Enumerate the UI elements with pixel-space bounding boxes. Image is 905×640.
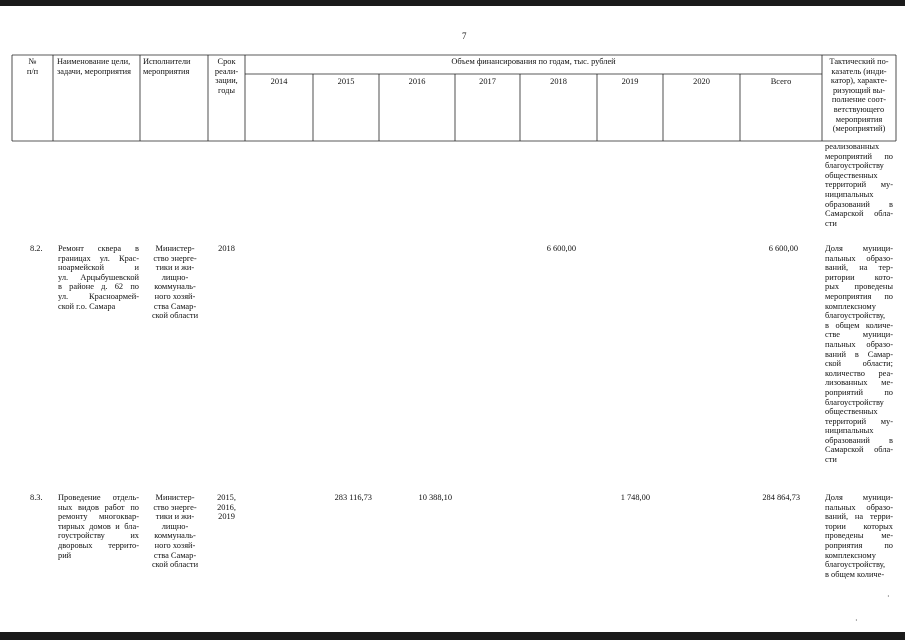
row-name-line: Проведение отдель-: [58, 493, 139, 502]
row-indicator-line: Доля муници-: [825, 493, 893, 502]
row-indicator-line: ваний в Самар-: [825, 349, 893, 359]
row-8-2-value-2018: 6 600,00: [546, 244, 576, 253]
page-number: 7: [462, 31, 467, 41]
row-executor-line: ного хозяй-: [154, 291, 196, 301]
indicator-continuation-line: благоустройству: [825, 161, 884, 171]
row-indicator-line: ской области;: [825, 359, 893, 369]
row-executor-line: ства Самар-: [153, 301, 197, 311]
row-8-2-name: [58, 244, 139, 311]
header-year-2016: 2016: [408, 77, 426, 86]
row-8-3-value-2016: 10 388,10: [418, 493, 452, 502]
header-name: Наименование цели, задачи, мероприятия: [57, 57, 131, 76]
row-8-3-executor: [143, 493, 207, 570]
row-indicator-line: ниципальных: [825, 426, 874, 436]
row-name-line: ноармейской и: [58, 263, 139, 273]
row-indicator-line: сти: [825, 455, 837, 465]
row-indicator-line: роприятия по: [825, 540, 893, 550]
row-executor-line: ного хозяй-: [154, 540, 196, 550]
indicator-continuation-line: реализованных: [825, 142, 880, 151]
row-indicator-line: ваний, на тер-: [825, 263, 893, 273]
row-name-line: рий: [58, 550, 72, 560]
row-executor-line: коммуналь-: [154, 531, 196, 541]
row-8-2-value-total: 6 600,00: [768, 244, 798, 253]
row-term-line: 2016,: [217, 502, 236, 512]
indicator-continuation-line: ниципальных: [825, 189, 874, 199]
scan-top-edge: [0, 0, 905, 6]
scan-speck: ·: [855, 616, 858, 625]
row-executor-line: ской области: [151, 311, 199, 321]
row-term-line: 2015,: [217, 493, 236, 502]
row-executor-line: ство энерге-: [153, 502, 197, 512]
indicator-continuation-line: мероприятий по: [825, 151, 893, 161]
header-year-2020: 2020: [693, 77, 710, 86]
row-indicator-line: роприятий по: [825, 387, 893, 397]
scan-bottom-edge: [0, 632, 905, 640]
header-year-2017: 2017: [479, 77, 496, 86]
row-name-line: тирных домов и бла-: [58, 521, 139, 531]
row-executor-line: ства Самар-: [153, 550, 197, 560]
row-name-line: ул. Красноармей-: [58, 291, 139, 301]
row-name-line: ул. Арцыбушевской: [58, 272, 139, 282]
row-indicator-line: образований в: [825, 435, 893, 445]
row-indicator-line: пальных образо-: [825, 253, 893, 263]
row-8-3-value-total: 284 864,73: [762, 493, 800, 502]
row-name-line: границах ул. Крас-: [58, 253, 139, 263]
header-term: Срок реали- зации, годы: [214, 57, 239, 95]
row-indicator-line: количество реа-: [825, 368, 893, 378]
row-name-line: гоустройству их: [58, 531, 139, 541]
row-8-3-value-2015: 283 116,73: [334, 493, 372, 502]
row-8-3-name: [58, 493, 139, 560]
row-executor-line: коммуналь-: [154, 282, 196, 292]
row-name-line: ных видов работ по: [58, 502, 139, 512]
row-indicator-line: Доля муници-: [825, 244, 893, 253]
row-executor-line: лищно-: [161, 272, 189, 282]
row-8-3-indicator: [825, 493, 893, 579]
row-indicator-line: территорий му-: [825, 416, 893, 426]
row-indicator-line: мероприятия по: [825, 291, 893, 301]
row-term-line: 2019: [218, 512, 235, 522]
row-8-2-indicator: [825, 244, 893, 465]
row-executor-line: ской области: [151, 560, 199, 570]
row-indicator-line: благоустройству: [825, 397, 884, 407]
row-executor-line: лищно-: [161, 521, 189, 531]
row-indicator-line: пальных образо-: [825, 502, 893, 512]
row-executor-line: Министер-: [155, 244, 195, 253]
row-indicator-line: благоустройству,: [825, 560, 886, 570]
row-8-2-term: [210, 244, 243, 254]
indicator-continuation-line: общественных: [825, 170, 878, 180]
row-indicator-line: лизованных ме-: [825, 378, 893, 388]
row-executor-line: тики и жи-: [155, 512, 195, 522]
header-total: Всего: [770, 77, 792, 86]
row-8-3-value-2019: 1 748,00: [620, 493, 650, 502]
row-term-line: 2018: [218, 244, 235, 253]
row-8-2-num: 8.2.: [30, 244, 43, 253]
row-8-2-executor: [143, 244, 207, 321]
row-indicator-line: благоустройству,: [825, 311, 886, 321]
row-name-line: в районе д. 62 по: [58, 282, 139, 292]
row-indicator-line: комплексному: [825, 550, 876, 560]
header-funding-title: Объем финансирования по годам, тыс. рублей: [451, 57, 616, 66]
row-indicator-line: стве муници-: [825, 330, 893, 340]
row-executor-line: Министер-: [155, 493, 195, 502]
row-indicator-line: общественных: [825, 407, 878, 417]
row-indicator-line: рых проведены: [825, 282, 893, 292]
header-year-2019: 2019: [621, 77, 639, 86]
indicator-continuation: [825, 142, 893, 228]
row-executor-line: тики и жи-: [155, 263, 195, 273]
header-executor: Исполнители мероприятия: [143, 57, 191, 76]
row-name-line: ремонту многоквар-: [58, 512, 139, 522]
row-name-line: дворовых террито-: [58, 540, 139, 550]
row-indicator-line: Самарской обла-: [825, 445, 893, 455]
row-8-3-num: 8.3.: [30, 493, 43, 502]
row-8-3-term: [210, 493, 243, 522]
row-indicator-line: в общем количе-: [825, 569, 885, 579]
row-indicator-line: ритории кото-: [825, 272, 893, 282]
header-year-2018: 2018: [550, 77, 567, 86]
row-indicator-line: пальных образо-: [825, 339, 893, 349]
indicator-continuation-line: образований в: [825, 199, 893, 209]
indicator-continuation-line: Самарской обла-: [825, 209, 893, 219]
row-executor-line: ство энерге-: [153, 253, 197, 263]
row-name-line: Ремонт сквера в: [58, 244, 139, 253]
row-indicator-line: ваний, на терри-: [825, 512, 893, 522]
header-indicator: Тактический по- казатель (инди- катор), характе- ризующий вы- полнение соот- ветствующего мероприятия (мероприятий): [829, 57, 889, 134]
indicator-continuation-line: сти: [825, 218, 837, 228]
row-indicator-line: в общем количе-: [825, 320, 893, 330]
scan-speck: ·: [887, 592, 890, 601]
indicator-continuation-line: территорий му-: [825, 180, 893, 190]
header-year-2014: 2014: [270, 77, 288, 86]
row-indicator-line: комплексному: [825, 301, 876, 311]
header-num: № п/п: [26, 57, 39, 76]
header-year-2015: 2015: [337, 77, 355, 86]
row-name-line: ской г.о. Самара: [58, 301, 116, 311]
row-indicator-line: тории которых: [825, 521, 893, 531]
row-indicator-line: проведены ме-: [825, 531, 893, 541]
